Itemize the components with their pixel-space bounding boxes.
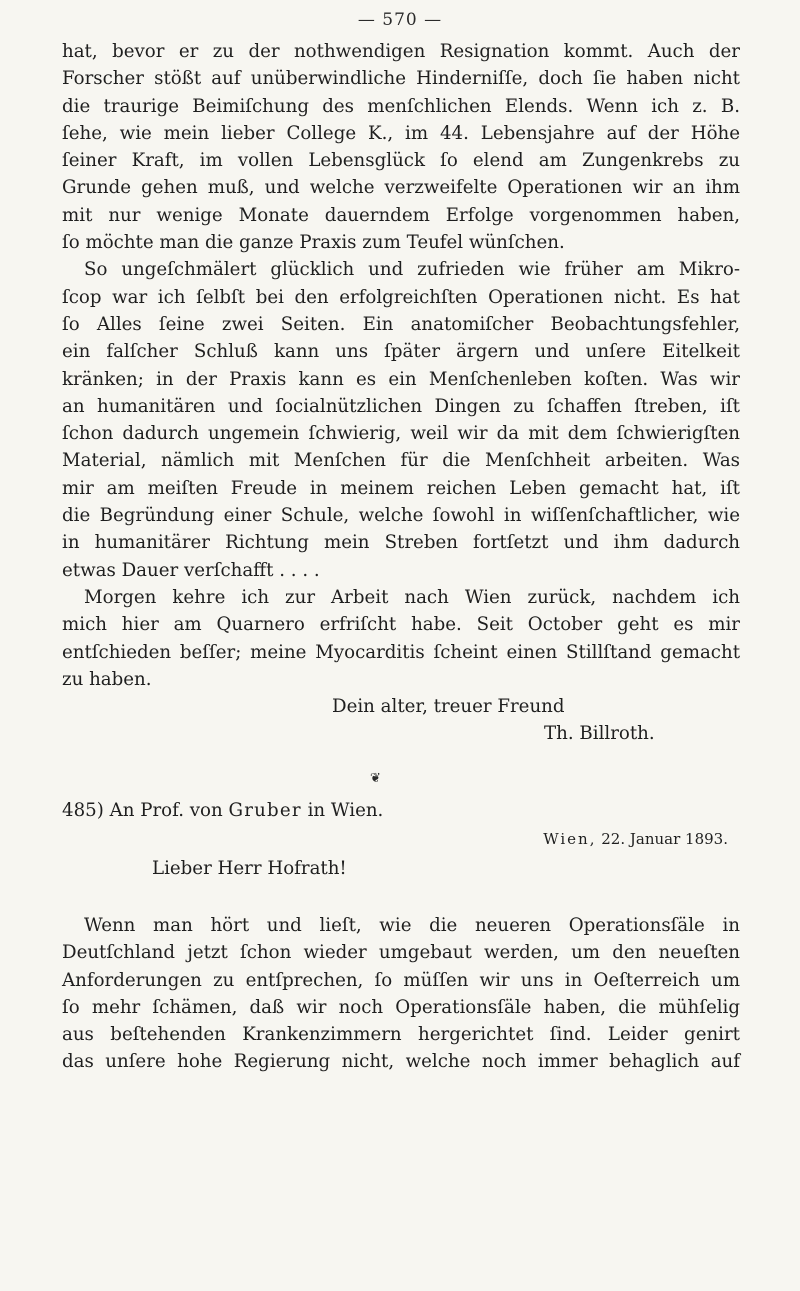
text-line: ſeiner Kraft, im vollen Lebensglück ſo elend am Zungenkrebs zu [62,150,740,172]
text-line: das unſere hohe Regierung nicht, welche noch immer behaglich auf [62,1051,740,1073]
closing: Dein alter, treuer Freund [332,696,565,718]
text-line: die traurige Beimiſchung des menſchlichen Elends. Wenn ich z. B. [62,95,740,117]
page-number: — 570 — [357,10,443,30]
ornament-icon: ❦ [370,771,381,786]
letter-date [543,830,728,848]
text-line: kränken; in der Praxis kann es ein Menſchenleben koſten. Was wir [62,368,740,390]
text-line: ſehe, wie mein lieber College K., im 44. Lebensjahre auf der Höhe [62,122,740,144]
addressee-suffix: in Wien. [307,800,384,821]
text-line: ſo möchte man die ganze Praxis zum Teufel wünſchen. [62,232,565,254]
text-line: in humanitärer Richtung mein Streben fortſetzt und ihm dadurch [62,532,740,554]
letter-heading [62,800,383,821]
letter-date-value: 22. Januar 1893. [601,830,728,848]
text-line: entſchieden beſſer; meine Myocarditis ſcheint einen Stillſtand gemacht [62,641,740,663]
letter-number: 485) [62,800,104,821]
text-line: Forscher stößt auf unüberwindliche Hinderniſſe, doch ſie haben nicht [62,68,740,90]
text-line: mir am meiſten Freude in meinem reichen Leben gemacht hat, iſt [62,477,740,499]
letter-body [62,912,740,1076]
salutation: Lieber Herr Hofrath! [152,858,347,879]
text-line: mich hier am Quarnero erfriſcht habe. Seit October geht es mir [62,614,740,636]
letter-place: Wien, [543,830,597,848]
text-line: ſcop war ich ſelbſt bei den erfolgreichſten Operationen nicht. Es hat [62,286,740,308]
text-line: mit nur wenige Monate dauerndem Erfolge vorgenommen haben, [62,204,740,226]
text-line: an humanitären und ſocialnützlichen Dingen zu ſchaffen ſtreben, iſt [62,395,740,417]
text-line: So ungeſchmälert glücklich und zufrieden wie früher am Mikro- [84,259,740,281]
text-line: Grunde gehen muß, und welche verzweifelte Operationen wir an ihm [62,177,740,199]
text-line: aus beſtehenden Krankenzimmern hergerichtet ſind. Leider genirt [62,1024,740,1046]
text-line: hat, bevor er zu der nothwendigen Resignation kommt. Auch der [62,41,740,62]
text-line: ein falſcher Schluß kann uns ſpäter ärgern und unſere Eitelkeit [62,341,740,363]
text-line: ſchon dadurch ungemein ſchwierig, weil wir da mit dem ſchwierigſten [62,423,740,445]
letter-continuation-text [62,38,740,748]
addressee-prefix: An Prof. von [109,800,223,821]
text-line: Material, nämlich mit Menſchen für die Menſchheit arbeiten. Was [62,450,740,472]
text-line: ſo mehr ſchämen, daß wir noch Operationsſäle haben, die mühſelig [62,996,740,1018]
signature: Th. Billroth. [544,723,655,745]
text-line: Anforderungen zu entſprechen, ſo müſſen wir uns in Oeſterreich um [62,969,740,991]
text-line: Deutſchland jetzt ſchon wieder umgebaut werden, um den neueſten [62,942,740,964]
text-line: etwas Dauer verſchafft . . . . [62,559,320,581]
text-line: zu haben. [62,668,152,690]
text-line: die Begründung einer Schule, welche ſowohl in wiſſenſchaftlicher, wie [62,505,740,527]
addressee-name: Gruber [228,800,302,821]
text-line: Wenn man hört und lieſt, wie die neueren Operationsſäle in [84,915,740,936]
text-line: ſo Alles ſeine zwei Seiten. Ein anatomiſcher Beobachtungsfehler, [62,313,740,335]
text-line: Morgen kehre ich zur Arbeit nach Wien zurück, nachdem ich [84,586,740,608]
